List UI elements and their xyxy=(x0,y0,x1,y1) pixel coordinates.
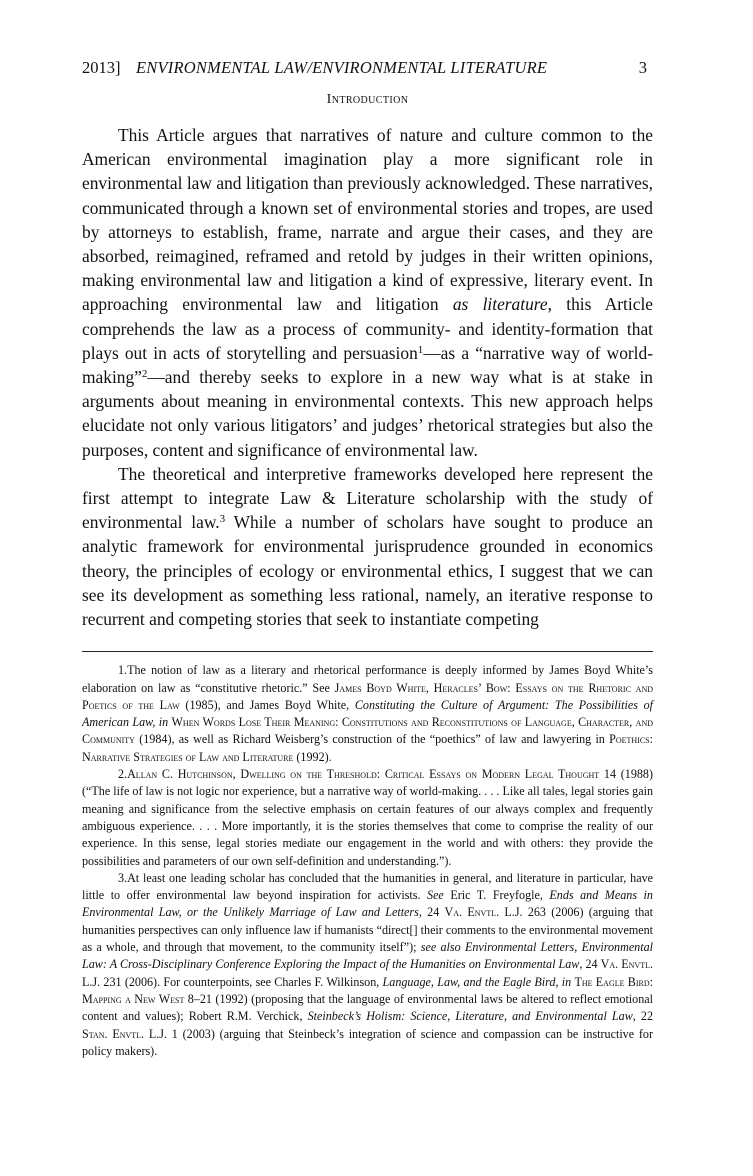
text-run: While a number of scholars have sought to produce an analytic framework for environmental jurisprudence grounded in economics theory, the principles of ecology or environmental ethics, I suggest that we can see its development as something less rational, namely, an iterative response to recurrent and competing stories that seek to instantiate competing xyxy=(82,512,653,630)
italic-text: Constituting the Culture of Argument: The Possibilities of American Law, in xyxy=(82,697,654,730)
text-run: Eric T. Freyfogle, xyxy=(443,888,550,903)
small-caps-text: Poethics: Narrative Strategies of Law and Literature xyxy=(82,732,653,764)
italic-text: as literature xyxy=(452,294,548,315)
body-paragraph-1 xyxy=(82,123,653,462)
text-run: (1984), as well as Richard Weisberg’s construction of the “poethics” of law and lawyering in xyxy=(134,732,610,747)
text-run: (1985), and James Boyd White, xyxy=(179,697,355,712)
small-caps-text: The Eagle Bird: Mapping a New West xyxy=(82,974,653,1006)
section-heading: Introduction xyxy=(326,92,409,107)
text-run: (1992). xyxy=(293,749,332,764)
text-run: , this Article comprehends the law as a process of community- and identity-formation that plays out in acts of storytelling and persuasion xyxy=(82,294,653,363)
small-caps-text: Stan. Envtl. L.J. xyxy=(82,1026,168,1041)
small-caps-text: James Boyd White, Heracles’ Bow: Essays on the Rhetoric and Poetics of the Law xyxy=(82,680,654,712)
page-number: 3 xyxy=(638,58,647,77)
small-caps-text: Allan C. Hutchinson, Dwelling on the Threshold: Critical Essays on Modern Legal Thought xyxy=(127,767,600,782)
small-caps-text: Va. Envtl. L.J. xyxy=(444,905,523,920)
footnote-1 xyxy=(82,662,653,766)
running-header xyxy=(82,54,653,82)
italic-text: see also Environmental Letters, Environmental Law: A Cross-Disciplinary Conference Exploring the Impact of the Humanities on Environmental Law xyxy=(82,940,653,972)
header-year: 2013] xyxy=(82,58,121,77)
footnote-number: 2. xyxy=(118,767,128,782)
body-paragraph-2 xyxy=(82,462,653,631)
text-run: —and thereby seeks to explore in a new way what is at stake in arguments about meaning in environmental contexts. This new approach helps elucidate not only various litigators’ and judges’ rhetorical strategies but also the purposes, content and significance of environmental law. xyxy=(82,367,653,460)
footnote-ref: 3 xyxy=(219,513,226,526)
italic-text: Ends and Means in Environmental Law, or the Unlikely Marriage of Law and Letters xyxy=(82,888,653,920)
text-run: 14 (1988) (“The life of law is not logic nor experience, but a narrative way of world-making. . . . Like all tales, legal stories gain meaning and significance from the selective emphasis on certain features of our always complex and frequently ambiguous experience. . . . More importantly, it is the stories themselves that come to comprise the reality of our experience. In this sense, legal stories mediate our engagement in the world and with others: they provide the possibilities and parameters of our own self-definition and understanding.”). xyxy=(82,767,653,868)
italic-text: Language, Law, and the Eagle Bird, in xyxy=(382,974,572,989)
text-run: 231 (2006). For counterpoints, see Charles F. Wilkinson, xyxy=(100,974,383,989)
text-run: 1 (2003) (arguing that Steinbeck’s integration of science and compassion can be instructive for policy makers). xyxy=(82,1026,653,1058)
header-journal-title: ENVIRONMENTAL LAW/ENVIRONMENTAL LITERATURE xyxy=(136,58,548,77)
footnote-divider xyxy=(82,651,653,652)
text-run: The theoretical and interpretive frameworks developed here represent the first attempt to integrate Law & Literature scholarship with the study of environmental law. xyxy=(82,463,653,533)
text-run: This Article argues that narratives of nature and culture common to the American environmental imagination play a more significant role in environmental law and litigation than previously acknowledged. These narratives, communicated through a known set of environmental stories and tropes, are used by attorneys to establish, frame, narrate and argue their cases, and they are absorbed, reimagined, reframed and retold by judges in their written opinions, making environmental law and litigation a kind of expressive, literary event. In approaching environmental law and litigation xyxy=(82,125,653,315)
italic-text: See xyxy=(427,888,444,903)
footnote-text xyxy=(82,767,653,867)
small-caps-text: Va. Envtl. L.J. xyxy=(82,957,654,989)
italic-text: Steinbeck’s Holism: Science, Literature, and Environmental Law xyxy=(307,1009,633,1024)
body-text xyxy=(82,123,653,631)
text-run: , 24 xyxy=(418,905,445,920)
text-run: 8–21 (1992) (proposing that the language of environmental laws be altered to reflect emotional content and values); Robert R.M. Verchick, xyxy=(82,991,653,1024)
footnote-text xyxy=(82,871,653,1058)
text-run: , 22 xyxy=(632,1009,653,1024)
footnote-2 xyxy=(82,766,653,870)
footnote-3 xyxy=(82,870,653,1060)
footnote-text xyxy=(82,663,653,763)
text-run: , 24 xyxy=(579,957,601,972)
text-run: 263 (2006) (arguing that humanities perspectives can only influence law if humanists “direct[] their comments to the environmental movement as a whole, and through that movement, to the community itself”); xyxy=(82,905,653,955)
footnote-number: 1. xyxy=(118,663,128,678)
text-run: At least one leading scholar has concluded that the humanities in general, and literature in particular, have little to offer environmental law beyond inspiration for activists. xyxy=(82,870,653,903)
footnote-number: 3. xyxy=(118,870,128,885)
small-caps-text: When Words Lose Their Meaning: Constitutions and Reconstitutions of Language, Character, and Community xyxy=(82,715,653,747)
footnote-ref: 2 xyxy=(141,368,148,381)
footnotes xyxy=(82,662,653,1060)
text-run: —as a “narrative way of world-making” xyxy=(82,342,653,388)
text-run: The notion of law as a literary and rhetorical performance is deeply informed by James Boyd White’s elaboration on law as “constitutive rhetoric.” See xyxy=(82,663,653,695)
footnote-ref: 1 xyxy=(417,343,424,356)
